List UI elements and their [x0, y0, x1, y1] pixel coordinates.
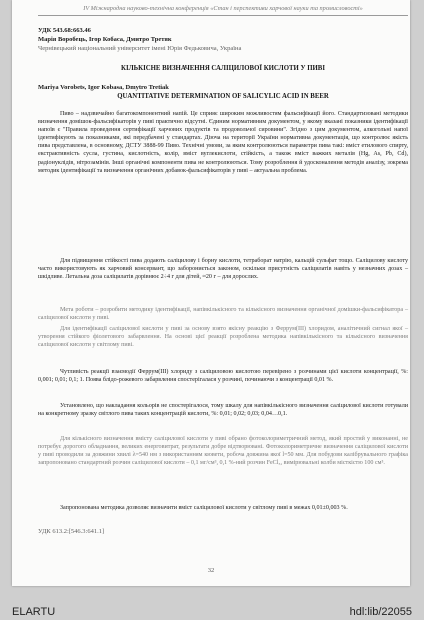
paragraph-intro: Пиво – надзвичайно багатокомпонентний напій. Це сприяє широким можливостям фальсифікації його. Стандартизовані методики визначення домішок-фальсифікаторів у пиві практично відсутні. Єдиним нормативним документом, у якому вказані показники ідентифікації напоїв є "Правила проведення сертифікації харчових продуктів та продовольчої сировини". Згідно з цим документом, алкогольні напої ідентифікують за показниками, які передбачені у стандартах. Діюча на території України нормативна документація, що контролює якість пива представлена, в основному, ДСТУ 3888-99 Пиво. Технічні умови, за яким контролюються параметри пива такі: вміст етилового спирту, екстрактивність сусла, густина, кислотність, колір, вміст вуглекислоти, стійкість, а також вміст важких металів (Hg, As, Pb, Cd), радіонуклідів, нітрозамінів. Інші органічні компоненти пива не контролюються. Тому розроблення й удосконалення методів аналізу, зокрема методик ідентифікації та визначення органічних добавок-фальсифікаторів у пиві – актуальна проблема.: [38, 111, 408, 174]
handle-label: hdl:lib/22055: [349, 606, 412, 618]
paragraph-photocolorimetry: Для кількісного визначення вмісту саліцилової кислоти у пиві обрано фотоколориметричний метод, який простий у виконанні, не потребує дорогого обладнання, великих енерговитрат, результати добре відтворювані. Фотоколориметричне визначення саліцилової кислоти у пиві проводили за довжини хвилі λ=540 нм з використанням кювети, робоча довжина якої l=50 мм. Для побудови калібрувального графіка запропоновано стандартний розчин саліцилової кислоти – 0,1 мг/см³, 0,1 %-ний розчин FeCl₃, вимірювальні колби місткістю 100 см³.: [38, 436, 408, 467]
paragraph-sensitivity: Чутливість реакції взаємодії Феррум(ІІІ) хлориду з саліциловою кислотою перевірено з розчинами цієї кислоти концентрації, %: 0,001; 0,01; 0,1; 1. Поява блідо-рожевого забарвлення спостерігалася у розчині, починаючи з концентрації 0,01 %.: [38, 369, 408, 384]
document-page: [12, 0, 410, 586]
page-number: 32: [207, 567, 215, 574]
title-en: QUANTITATIVE DETERMINATION OF SALICYLIC ACID IN BEER: [117, 93, 329, 100]
authors-en: Mariya Vorobets, Igor Kobasa, Dmytro Tretiak: [38, 84, 169, 91]
header-rule: [38, 15, 408, 16]
paragraph-preservatives: Для підвищення стійкості пива додають саліцилову і борну кислоти, тетраборат натрію, кальцій сульфат тощо. Саліцилову кислоту часто використовують як харчовий консервант, що заборониється законом, оскільки присутність саліцилатів навіть у незначних дозах – шкідливе. Летальна доза саліцилатів дорівнює 2÷4 г для дітей, ≈20 г – для дорослих.: [38, 258, 408, 281]
paragraph-scale: Установлено, що накладання кольорів не спостерігалося, тому шкалу для напівкількісного визначення саліцилової кислоти готували на конкретному зразку світлого пива таких концентрацій кислоти, %: 0,01; 0,02; 0,03; 0,04…0,1.: [38, 403, 408, 418]
repository-label: ELARTU: [12, 606, 56, 618]
conference-header: IV Міжнародна науково-технічна конференція «Стан і перспективи харчової науки та промисловості»: [83, 5, 363, 12]
affiliation-ua: Чернівецький національний університет імені Юрія Федьковича, Україна: [38, 45, 242, 52]
title-ua: КІЛЬКІСНЕ ВИЗНАЧЕННЯ САЛІЦИЛОВОЇ КИСЛОТИ У ПИВІ: [121, 65, 325, 72]
authors-ua: Марія Воробець, Ігор Кобаса, Дмитро Третяк: [38, 36, 172, 43]
udk-next-article: УДК 613.2:[546.3:641.1]: [38, 528, 105, 535]
paragraph-conclusion: Запропонована методика дозволяє визначити вміст саліцилової кислоти у світлому пиві в межах 0,01±0,003 %.: [60, 505, 348, 511]
udk-code: УДК 543.68:663.46: [38, 27, 91, 34]
paragraph-aim: Мета роботи – розробити методику ідентифікації, напівкількісного та кількісного визначення органічної домішки-фальсифікатора – саліцилової кислоти у пиві.: [38, 307, 408, 322]
paragraph-identification: Для ідентифікації саліцилової кислоти у пиві за основу взято якісну реакцію з Феррум(ІІІ) хлоридом, аналітичний сигнал якої – утворення стійкого фіолетового забарвлення. На основі цієї реакції розроблена методика напівкількісного та кількісного визначення саліцилової кислоти у світлому пиві.: [38, 326, 408, 349]
